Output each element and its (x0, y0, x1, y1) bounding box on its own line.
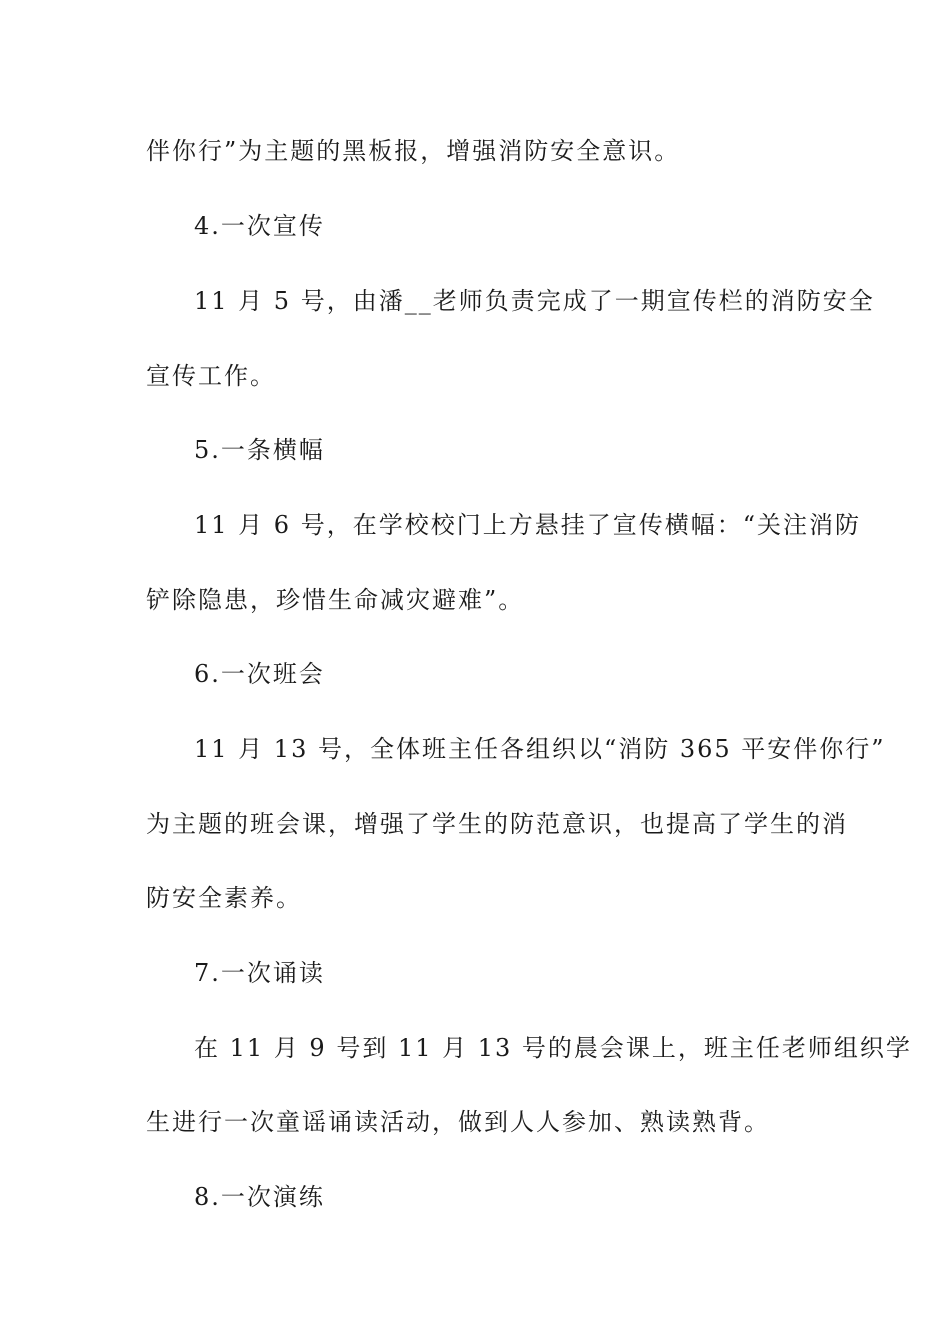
section-heading-class-meeting: 6.一次班会 (194, 660, 325, 688)
paragraph-line: 伴你行”为主题的黑板报，增强消防安全意识。 (146, 137, 681, 165)
paragraph-line: 为主题的班会课，增强了学生的防范意识，也提高了学生的消 (146, 810, 848, 838)
paragraph-line: 宣传工作。 (146, 362, 276, 390)
section-heading-drill: 8.一次演练 (194, 1183, 325, 1211)
paragraph-line: 在 11 月 9 号到 11 月 13 号的晨会课上，班主任老师组织学 (194, 1034, 912, 1062)
section-heading-publicity: 4.一次宣传 (194, 212, 325, 240)
paragraph-line: 生进行一次童谣诵读活动，做到人人参加、熟读熟背。 (146, 1108, 770, 1136)
paragraph-line: 11 月 5 号，由潘__老师负责完成了一期宣传栏的消防安全 (194, 287, 875, 315)
paragraph-line: 11 月 13 号，全体班主任各组织以“消防 365 平安伴你行” (194, 735, 886, 763)
section-heading-recitation: 7.一次诵读 (194, 959, 325, 987)
section-heading-banner: 5.一条横幅 (194, 436, 325, 464)
paragraph-line: 防安全素养。 (146, 884, 302, 912)
paragraph-line: 11 月 6 号，在学校校门上方悬挂了宣传横幅：“关注消防 (194, 511, 861, 539)
paragraph-line: 铲除隐患，珍惜生命减灾避难”。 (146, 586, 525, 614)
